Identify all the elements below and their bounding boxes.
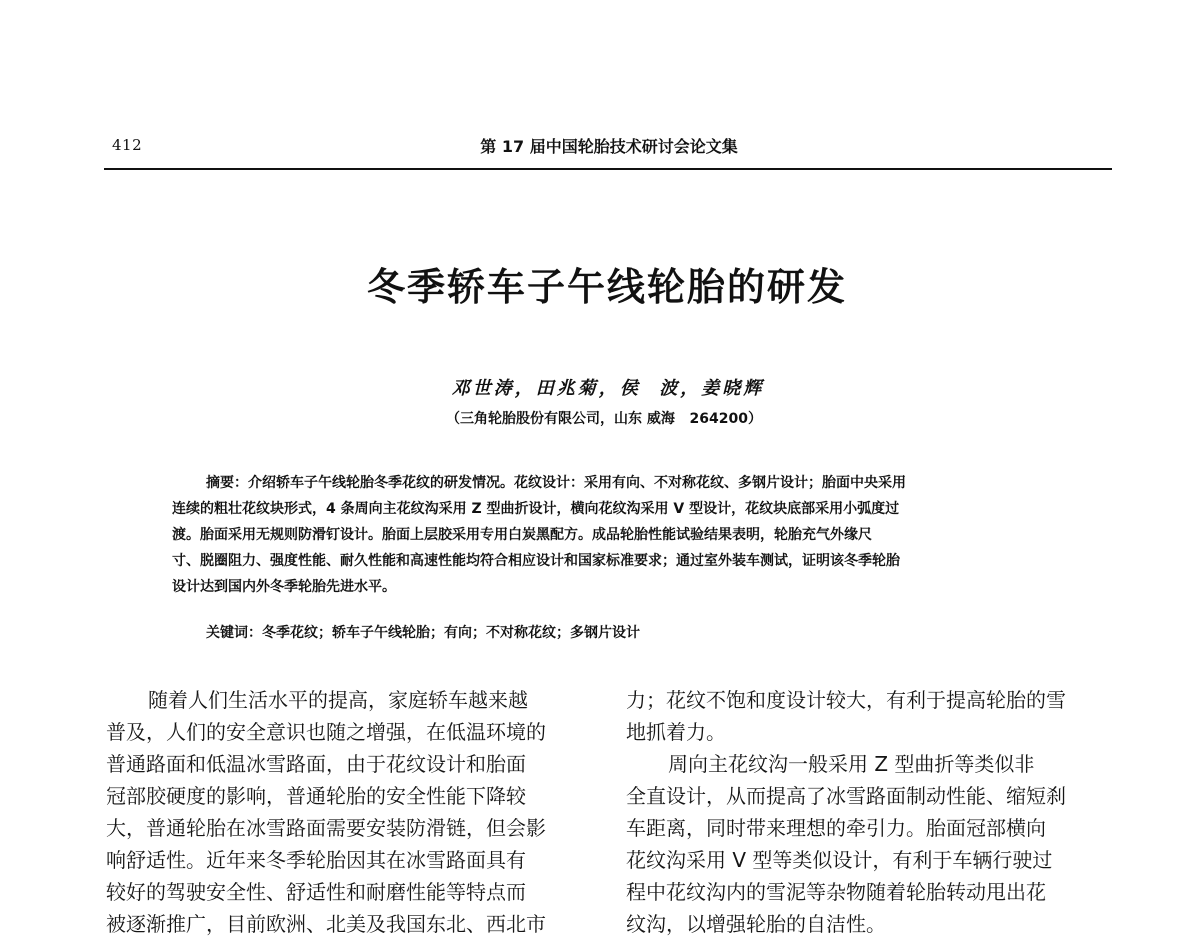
paper-affiliation: （三角轮胎股份有限公司，山东 威海 264200）	[446, 411, 762, 427]
body-line: 响舒适性。近年来冬季轮胎因其在冰雪路面具有	[106, 848, 526, 872]
body-left-column	[106, 684, 586, 940]
body-line: 地抓着力。	[626, 720, 726, 744]
body-right-column	[626, 684, 1110, 940]
abstract-line: 设计达到国内外冬季轮胎先进水平。	[172, 579, 396, 595]
body-line: 程中花纹沟内的雪泥等杂物随着轮胎转动甩出花	[626, 880, 1046, 904]
abstract-line: 渡。胎面采用无规则防滑钉设计。胎面上层胶采用专用白炭黑配方。成品轮胎性能试验结果表明，轮胎充气外缘尺	[172, 527, 872, 543]
body-line: 普通路面和低温冰雪路面，由于花纹设计和胎面	[106, 752, 526, 776]
body-line: 周向主花纹沟一般采用 Z 型曲折等类似非	[668, 752, 1035, 776]
body-line: 被逐渐推广，目前欧洲、北美及我国东北、西北市	[106, 912, 546, 936]
paper-authors: 邓世涛，田兆菊，侯 波，姜晓辉	[451, 378, 765, 399]
abstract	[172, 470, 1042, 600]
abstract-line: 寸、脱圈阻力、强度性能、耐久性能和高速性能均符合相应设计和国家标准要求；通过室外装车测试，证明该冬季轮胎	[172, 553, 900, 569]
page-number: 412	[112, 136, 143, 154]
body-line: 纹沟，以增强轮胎的自洁性。	[626, 912, 886, 936]
body-line: 全直设计，从而提高了冰雪路面制动性能、缩短刹	[626, 784, 1066, 808]
paper-title: 冬季轿车子午线轮胎的研发	[366, 265, 847, 309]
abstract-line: 摘要：介绍轿车子午线轮胎冬季花纹的研发情况。花纹设计：采用有向、不对称花纹、多钢片设计；胎面中央采用	[206, 475, 906, 491]
keywords: 关键词：冬季花纹；轿车子午线轮胎；有向；不对称花纹；多钢片设计	[206, 625, 640, 641]
body-line: 大，普通轮胎在冰雪路面需要安装防滑链，但会影	[106, 816, 546, 840]
body-line: 冠部胶硬度的影响，普通轮胎的安全性能下降较	[106, 784, 526, 808]
body-line: 花纹沟采用 V 型等类似设计，有利于车辆行驶过	[626, 848, 1053, 872]
abstract-line: 连续的粗壮花纹块形式，4 条周向主花纹沟采用 Z 型曲折设计，横向花纹沟采用 V 型设计，花纹块底部采用小弧度过	[172, 501, 900, 517]
body-line: 普及，人们的安全意识也随之增强，在低温环境的	[106, 720, 546, 744]
body-line: 较好的驾驶安全性、舒适性和耐磨性能等特点而	[106, 880, 526, 904]
header-rule	[104, 168, 1112, 170]
body-line: 车距离，同时带来理想的牵引力。胎面冠部横向	[626, 816, 1046, 840]
running-header: 第 17 届中国轮胎技术研讨会论文集	[480, 137, 738, 156]
body-line: 随着人们生活水平的提高，家庭轿车越来越	[148, 688, 528, 712]
body-line: 力；花纹不饱和度设计较大，有利于提高轮胎的雪	[626, 688, 1066, 712]
